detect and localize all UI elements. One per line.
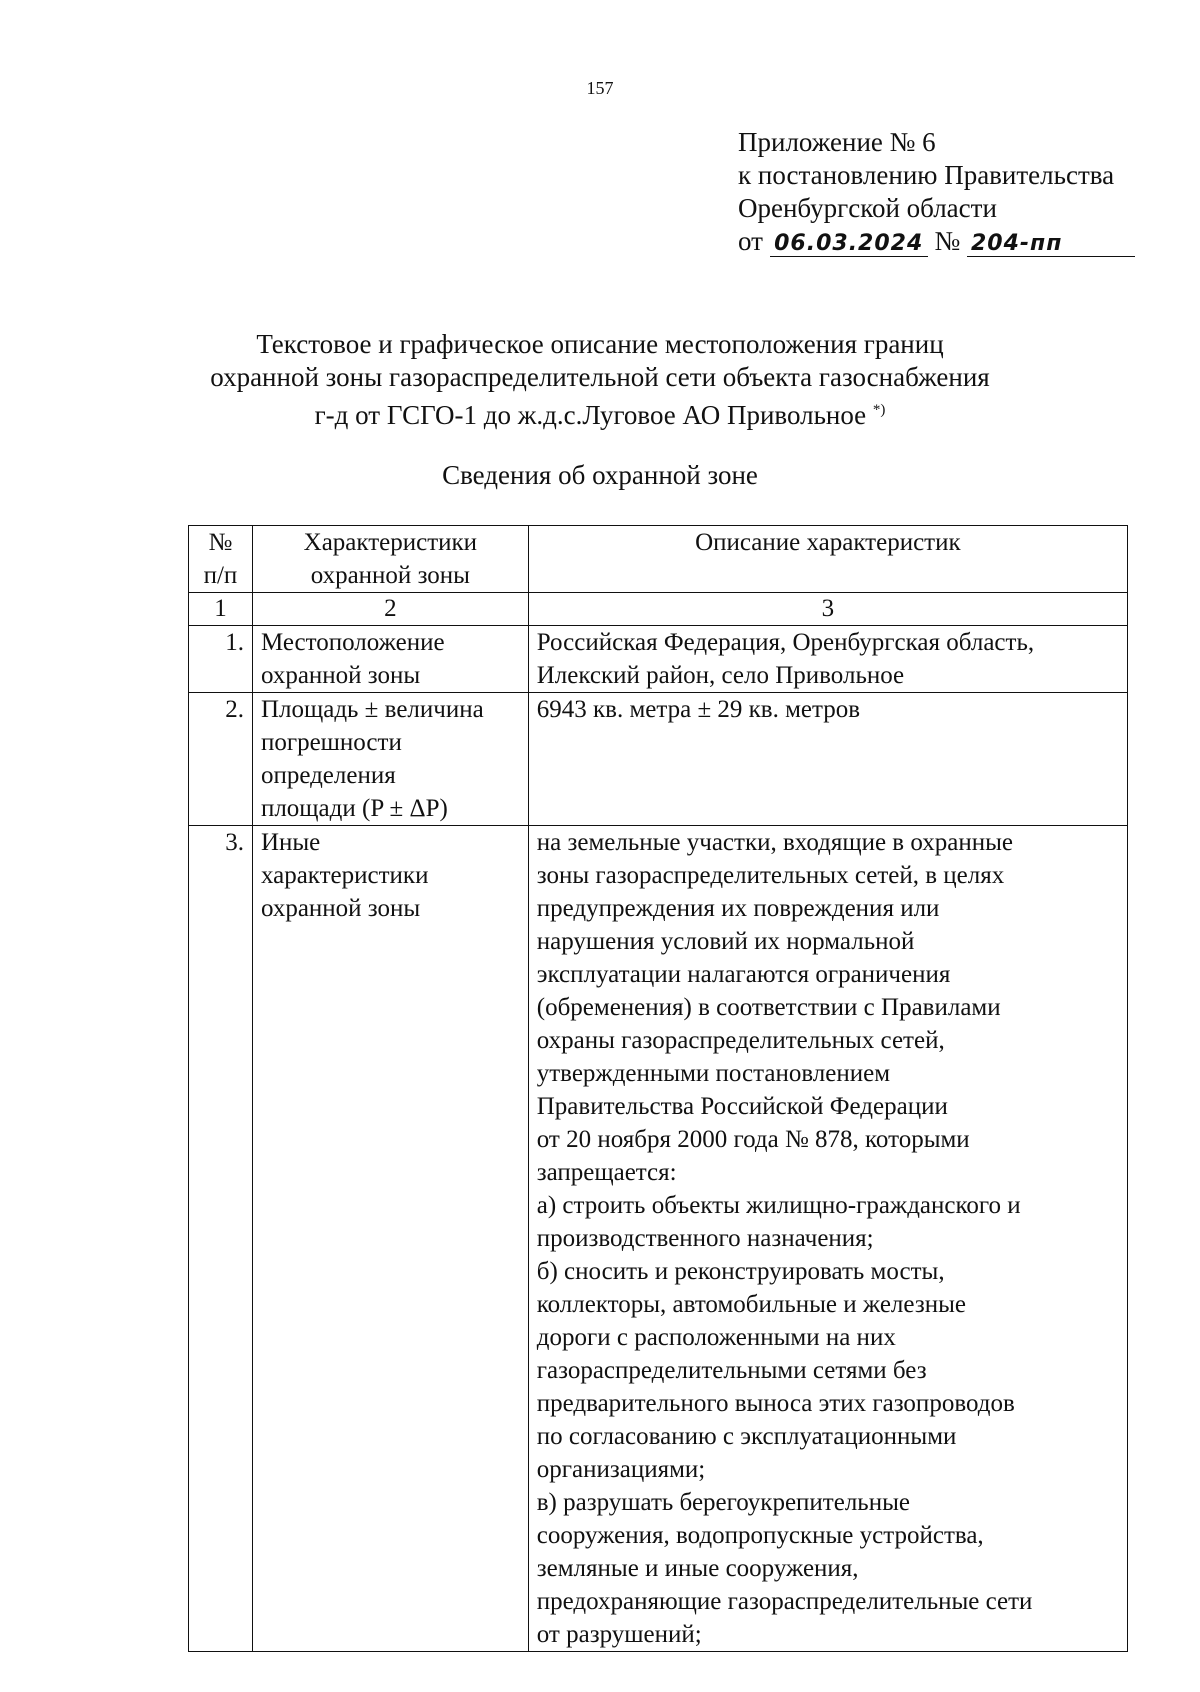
description-line: в) разрушать берегоукрепительные: [536, 1489, 910, 1516]
description-line: а) строить объекты жилищно-гражданского и: [536, 1192, 1021, 1219]
description-line: утвержденными постановлением: [536, 1060, 891, 1087]
row-description: [528, 693, 1127, 826]
description-line: Правительства Российской Федерации: [536, 1093, 948, 1120]
description-line: дороги с расположенными на них: [536, 1324, 896, 1351]
column-index-1: 1: [189, 593, 253, 626]
description-line: зоны газораспределительных сетей, в целях: [536, 862, 1005, 889]
handwritten-date: 06.03.2024: [770, 232, 928, 257]
row-description: [528, 626, 1127, 693]
column-index-2: 2: [252, 593, 528, 626]
characteristic-line: характеристики: [260, 862, 429, 889]
description-line: нарушения условий их нормальной: [536, 928, 915, 955]
column-index-3: 3: [528, 593, 1127, 626]
description-line: коллекторы, автомобильные и железные: [536, 1291, 966, 1318]
header-characteristics-line-1: Характеристики: [303, 529, 478, 556]
characteristic-line: погрешности: [260, 729, 402, 756]
document-title: [0, 328, 1200, 432]
appendix-date-line: [738, 225, 1135, 258]
table-row: [189, 626, 1128, 693]
table-header-row: [189, 526, 1128, 593]
row-description: [528, 826, 1127, 1652]
header-number: [189, 526, 253, 593]
description-line: от 20 ноября 2000 года № 878, которыми: [536, 1126, 970, 1153]
appendix-title: Приложение № 6: [738, 127, 936, 157]
table-row: [189, 693, 1128, 826]
page-number: 157: [586, 78, 614, 98]
title-line-2: охранной зоны газораспределительной сети объекта газоснабжения: [210, 362, 990, 392]
description-line: запрещается:: [536, 1159, 677, 1186]
description-line: предупреждения их повреждения или: [536, 895, 940, 922]
number-sign: №: [934, 226, 961, 256]
title-line-3: [0, 394, 1200, 432]
header-number-line-1: №: [208, 529, 233, 556]
description-line: от разрушений;: [536, 1621, 702, 1648]
row-number: 2.: [189, 693, 253, 826]
description-line: предохраняющие газораспределительные сети: [536, 1588, 1033, 1615]
description-line: 6943 кв. метра ± 29 кв. метров: [536, 696, 861, 723]
row-characteristic: [252, 826, 528, 1652]
appendix-region-line: Оренбургской области: [738, 193, 997, 223]
description-line: сооружения, водопропускные устройства,: [536, 1522, 984, 1549]
title-line-1: Текстовое и графическое описание местоположения границ: [256, 329, 944, 359]
description-line: производственного назначения;: [536, 1225, 874, 1252]
row-number: 1.: [189, 626, 253, 693]
characteristic-line: площади (P ± ΔP): [260, 795, 448, 822]
characteristic-line: охранной зоны: [260, 662, 421, 689]
appendix-block: [738, 126, 1135, 258]
description-line: на земельные участки, входящие в охранные: [536, 829, 1013, 856]
description-line: эксплуатации налагаются ограничения: [536, 961, 951, 988]
characteristic-line: Местоположение: [260, 629, 445, 656]
zone-info-table: [188, 525, 1128, 1652]
row-characteristic: [252, 626, 528, 693]
header-characteristics: [252, 526, 528, 593]
characteristic-line: Иные: [260, 829, 321, 856]
row-number: 3.: [189, 826, 253, 1652]
footnote-mark: *): [872, 402, 886, 418]
column-index-row: [189, 593, 1128, 626]
from-label: от: [738, 226, 763, 256]
table-row: [189, 826, 1128, 1652]
description-line: Российская Федерация, Оренбургская область,: [536, 629, 1035, 656]
title-line-3-text: г-д от ГСГО-1 до ж.д.с.Луговое АО Привольное: [314, 400, 867, 430]
description-line: (обременения) в соответствии с Правилами: [536, 994, 1001, 1021]
characteristic-line: определения: [260, 762, 396, 789]
description-line: б) сносить и реконструировать мосты,: [536, 1258, 945, 1285]
characteristic-line: Площадь ± величина: [260, 696, 484, 723]
appendix-resolution-line: к постановлению Правительства: [738, 160, 1115, 190]
header-characteristics-line-2: охранной зоны: [310, 562, 470, 589]
description-line: Илекский район, село Привольное: [536, 662, 905, 689]
description-line: предварительного выноса этих газопроводов: [536, 1390, 1015, 1417]
characteristic-line: охранной зоны: [260, 895, 421, 922]
description-line: земляные и иные сооружения,: [536, 1555, 859, 1582]
section-title: Сведения об охранной зоне: [442, 460, 758, 490]
handwritten-number: 204-пп: [967, 232, 1135, 257]
row-characteristic: [252, 693, 528, 826]
description-line: охраны газораспределительных сетей,: [536, 1027, 945, 1054]
description-line: организациями;: [536, 1456, 706, 1483]
header-description: Описание характеристик: [528, 526, 1127, 593]
description-line: газораспределительными сетями без: [536, 1357, 927, 1384]
header-number-line-2: п/п: [203, 562, 238, 589]
description-line: по согласованию с эксплуатационными: [536, 1423, 957, 1450]
